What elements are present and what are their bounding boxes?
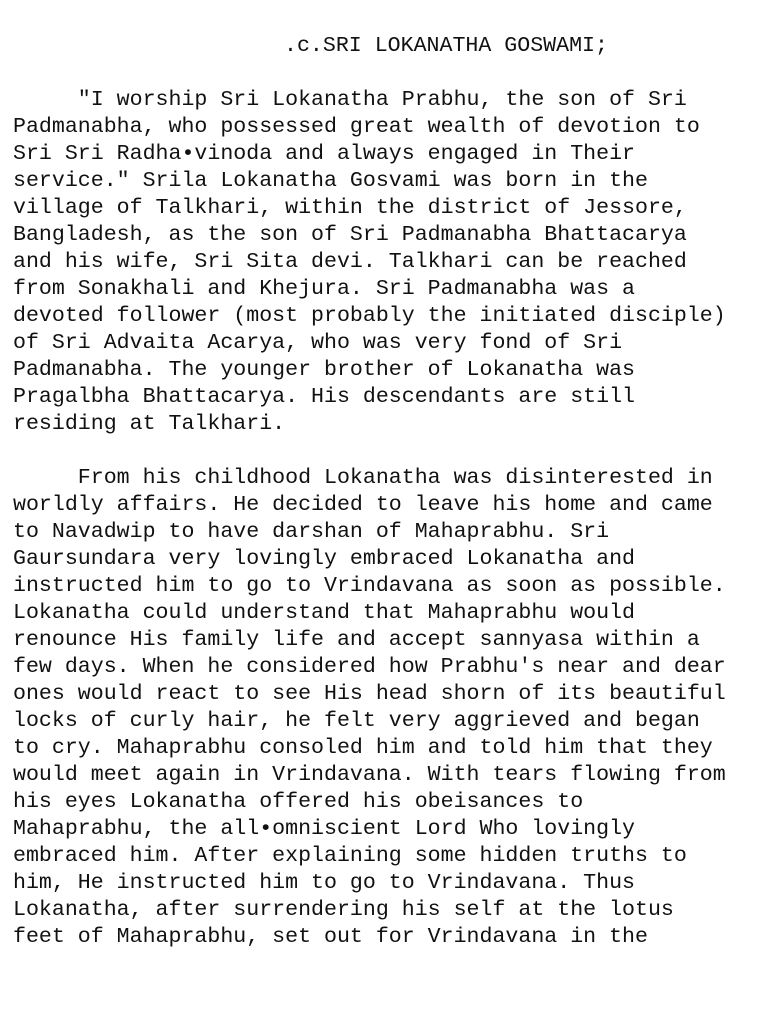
- text-line: ones would react to see His head shorn of its beautiful: [13, 682, 726, 706]
- document-title: .c.SRI LOKANATHA GOSWAMI;: [284, 34, 608, 58]
- text-line: would meet again in Vrindavana. With tears flowing from: [13, 763, 726, 787]
- text-line: From his childhood Lokanatha was disinterested in: [13, 466, 713, 490]
- text-line: his eyes Lokanatha offered his obeisances to: [13, 790, 584, 814]
- text-line: Pragalbha Bhattacarya. His descendants are still: [13, 385, 636, 409]
- text-line: Mahaprabhu, the all•omniscient Lord Who lovingly: [13, 817, 636, 841]
- text-line: embraced him. After explaining some hidden truths to: [13, 844, 687, 868]
- text-line: Lokanatha could understand that Mahaprabhu would: [13, 601, 636, 625]
- text-line: feet of Mahaprabhu, set out for Vrindavana in the: [13, 925, 648, 949]
- text-line: Bangladesh, as the son of Sri Padmanabha Bhattacarya: [13, 223, 687, 247]
- text-line: to Navadwip to have darshan of Mahaprabhu. Sri: [13, 520, 610, 544]
- text-line: Padmanabha. The younger brother of Lokanatha was: [13, 358, 636, 382]
- text-line: few days. When he considered how Prabhu's near and dear: [13, 655, 726, 679]
- text-line: Gaursundara very lovingly embraced Lokanatha and: [13, 547, 636, 571]
- text-line: Padmanabha, who possessed great wealth of devotion to: [13, 115, 700, 139]
- text-line: instructed him to go to Vrindavana as soon as possible.: [13, 574, 726, 598]
- text-line: Lokanatha, after surrendering his self at the lotus: [13, 898, 674, 922]
- text-line: "I worship Sri Lokanatha Prabhu, the son of Sri: [13, 88, 687, 112]
- text-line: renounce His family life and accept sannyasa within a: [13, 628, 700, 652]
- text-line: and his wife, Sri Sita devi. Talkhari can be reached: [13, 250, 687, 274]
- text-line: service." Srila Lokanatha Gosvami was born in the: [13, 169, 648, 193]
- text-line: him, He instructed him to go to Vrindavana. Thus: [13, 871, 636, 895]
- text-line: to cry. Mahaprabhu consoled him and told him that they: [13, 736, 713, 760]
- text-line: residing at Talkhari.: [13, 412, 286, 436]
- text-line: Sri Sri Radha•vinoda and always engaged in Their: [13, 142, 636, 166]
- text-line: from Sonakhali and Khejura. Sri Padmanabha was a: [13, 277, 636, 301]
- text-line: of Sri Advaita Acarya, who was very fond of Sri: [13, 331, 623, 355]
- text-line: devoted follower (most probably the initiated disciple): [13, 304, 726, 328]
- text-line: worldly affairs. He decided to leave his home and came: [13, 493, 713, 517]
- text-line: village of Talkhari, within the district of Jessore,: [13, 196, 687, 220]
- text-line: locks of curly hair, he felt very aggrieved and began: [13, 709, 700, 733]
